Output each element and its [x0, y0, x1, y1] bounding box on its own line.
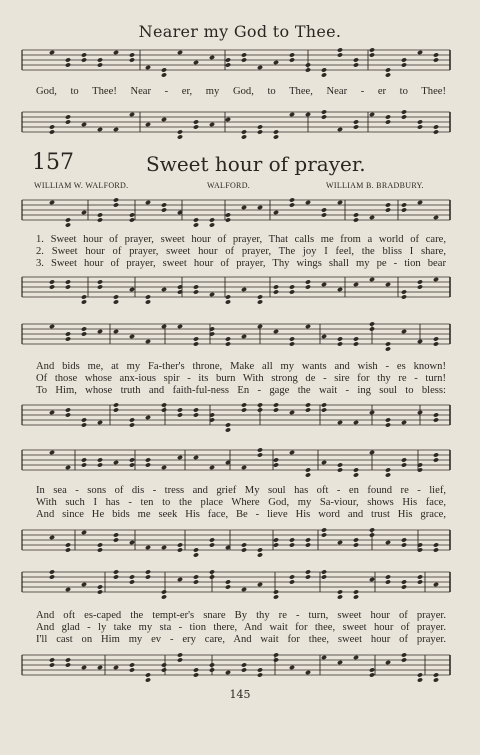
- lyric-line: And since He bids me seek His face, Be - lieve His word and trust His grace,: [36, 509, 446, 520]
- hymn-title: Sweet hour of prayer.: [146, 152, 366, 176]
- lyric-line: In sea - sons of dis - tress and grief My soul has oft - en found re - lief,: [36, 485, 446, 496]
- previous-hymn-title: Nearer my God to Thee.: [138, 22, 342, 41]
- author-credit: WILLIAM W. WALFORD.: [34, 181, 129, 190]
- previous-hymn-lyric: God, to Thee! Near - er, my God, to Thee, Near - er to Thee!: [36, 86, 446, 97]
- composer-credit: WILLIAM B. BRADBURY.: [326, 181, 424, 190]
- lyric-line: 3. Sweet hour of prayer, sweet hour of prayer, Thy wings shall my pe - tion bear: [36, 258, 446, 269]
- lyric-line: And oft es-caped the tempt-er's snare By thy re - turn, sweet hour of prayer.: [36, 610, 446, 621]
- tune-name: WALFORD.: [207, 181, 251, 190]
- lyric-line: Of those whose anx-ious spir - its burn With strong de - sire for thy re - turn!: [36, 373, 446, 384]
- lyric-line: With such I has - ten to the place Where God, my Sa-viour, shows His face,: [36, 497, 446, 508]
- lyric-line: 1. Sweet hour of prayer, sweet hour of prayer, That calls me from a world of care,: [36, 234, 446, 245]
- lyric-line: And bids me, at my Fa-ther's throne, Make all my wants and wish - es known!: [36, 361, 446, 372]
- page-number: 145: [229, 688, 251, 701]
- lyric-line: And glad - ly take my sta - tion there, And wait for thee, sweet hour of prayer.: [36, 622, 446, 633]
- lyric-line: To Him, whose truth and faith-ful-ness En - gage the wait - ing soul to bless:: [36, 385, 446, 396]
- lyric-line: 2. Sweet hour of prayer, sweet hour of prayer, The joy I feel, the bliss I share,: [36, 246, 446, 257]
- lyric-line: I'll cast on Him my ev - ery care, And wait for thee, sweet hour of prayer.: [36, 634, 446, 645]
- hymn-number: 157: [32, 150, 74, 175]
